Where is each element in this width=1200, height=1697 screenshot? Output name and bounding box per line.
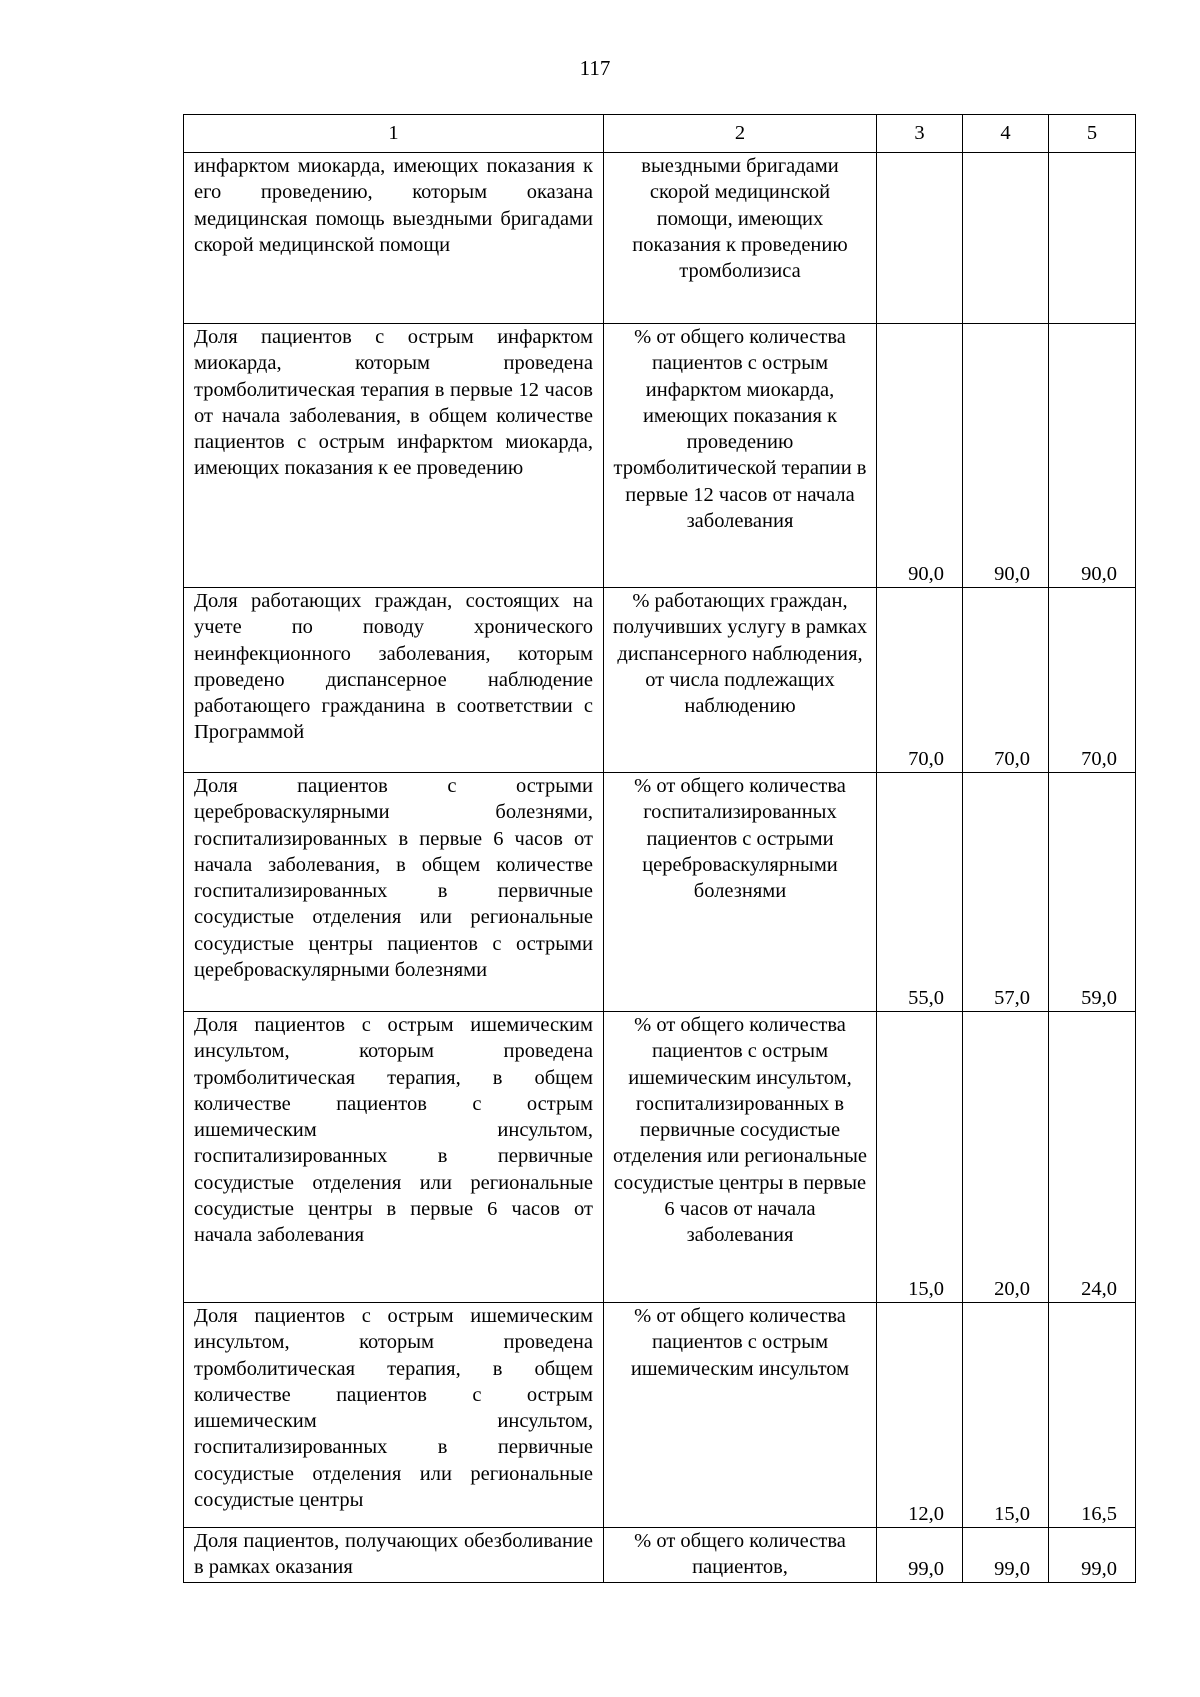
value-col-4: 20,0 xyxy=(963,1012,1049,1303)
indicator-unit: % работающих граждан, получивших услугу в рамках диспансерного наблюдения, от числа подлежащих наблюдению xyxy=(604,588,877,773)
value-col-5: 59,0 xyxy=(1049,773,1136,1012)
table-row xyxy=(184,1528,1136,1583)
indicator-name: Доля пациентов с острыми цереброваскулярными болезнями, госпитализированных в первые 6 часов от начала заболевания, в общем количестве госпитализированных в первичные сосудистые отделения или региональные сосудистые центры пациентов с острыми цереброваскулярными болезнями xyxy=(184,773,604,1012)
indicator-name: инфарктом миокарда, имеющих показания к его проведению, которым оказана медицинская помощь выездными бригадами скорой медицинской помощи xyxy=(184,153,604,324)
indicator-name: Доля пациентов с острым ишемическим инсультом, которым проведена тромболитическая терапия, в общем количестве пациентов с острым ишемическим инсультом, госпитализированных в первичные сосудистые отделения или региональные сосудистые центры xyxy=(184,1303,604,1528)
value-col-5: 24,0 xyxy=(1049,1012,1136,1303)
table-row xyxy=(184,773,1136,1012)
value-col-5 xyxy=(1049,153,1136,324)
value-col-4: 15,0 xyxy=(963,1303,1049,1528)
indicator-unit: % от общего количества пациентов с острым ишемическим инсультом, госпитализированных в первичные сосудистые отделения или региональные сосудистые центры в первые 6 часов от начала заболевания xyxy=(604,1012,877,1303)
header-col-1: 1 xyxy=(184,115,604,153)
value-col-3: 15,0 xyxy=(877,1012,963,1303)
header-col-5: 5 xyxy=(1049,115,1136,153)
header-col-3: 3 xyxy=(877,115,963,153)
value-col-4: 90,0 xyxy=(963,324,1049,588)
table-row xyxy=(184,1012,1136,1303)
value-col-4: 70,0 xyxy=(963,588,1049,773)
page-number: 117 xyxy=(579,56,611,80)
value-col-5: 70,0 xyxy=(1049,588,1136,773)
value-col-4: 99,0 xyxy=(963,1528,1049,1583)
indicator-unit: % от общего количества пациентов, xyxy=(604,1528,877,1583)
value-col-3: 12,0 xyxy=(877,1303,963,1528)
indicator-unit: выездными бригадами скорой медицинской помощи, имеющих показания к проведению тромболизиса xyxy=(604,153,877,324)
value-col-5: 16,5 xyxy=(1049,1303,1136,1528)
table-row xyxy=(184,153,1136,324)
indicator-name: Доля пациентов, получающих обезболивание в рамках оказания xyxy=(184,1528,604,1583)
value-col-4 xyxy=(963,153,1049,324)
indicator-unit: % от общего количества госпитализированных пациентов с острыми цереброваскулярными болезнями xyxy=(604,773,877,1012)
table-header-row xyxy=(184,115,1136,153)
table-row xyxy=(184,588,1136,773)
value-col-5: 90,0 xyxy=(1049,324,1136,588)
value-col-3: 55,0 xyxy=(877,773,963,1012)
indicator-unit: % от общего количества пациентов с острым ишемическим инсультом xyxy=(604,1303,877,1528)
table-row xyxy=(184,324,1136,588)
indicator-name: Доля пациентов с острым инфарктом миокарда, которым проведена тромболитическая терапия в первые 12 часов от начала заболевания, в общем количестве пациентов с острым инфарктом миокарда, имеющих показания к ее проведению xyxy=(184,324,604,588)
indicators-table xyxy=(183,114,1136,1583)
value-col-3: 70,0 xyxy=(877,588,963,773)
header-col-4: 4 xyxy=(963,115,1049,153)
header-col-2: 2 xyxy=(604,115,877,153)
value-col-3 xyxy=(877,153,963,324)
value-col-3: 99,0 xyxy=(877,1528,963,1583)
value-col-3: 90,0 xyxy=(877,324,963,588)
indicator-name: Доля пациентов с острым ишемическим инсультом, которым проведена тромболитическая терапия, в общем количестве пациентов с острым ишемическим инсультом, госпитализированных в первичные сосудистые отделения или региональные сосудистые центры в первые 6 часов от начала заболевания xyxy=(184,1012,604,1303)
value-col-5: 99,0 xyxy=(1049,1528,1136,1583)
indicator-unit: % от общего количества пациентов с острым инфарктом миокарда, имеющих показания к проведению тромболитической терапии в первые 12 часов от начала заболевания xyxy=(604,324,877,588)
value-col-4: 57,0 xyxy=(963,773,1049,1012)
table-row xyxy=(184,1303,1136,1528)
indicator-name: Доля работающих граждан, состоящих на учете по поводу хронического неинфекционного заболевания, которым проведено диспансерное наблюдение работающего гражданина в соответствии с Программой xyxy=(184,588,604,773)
